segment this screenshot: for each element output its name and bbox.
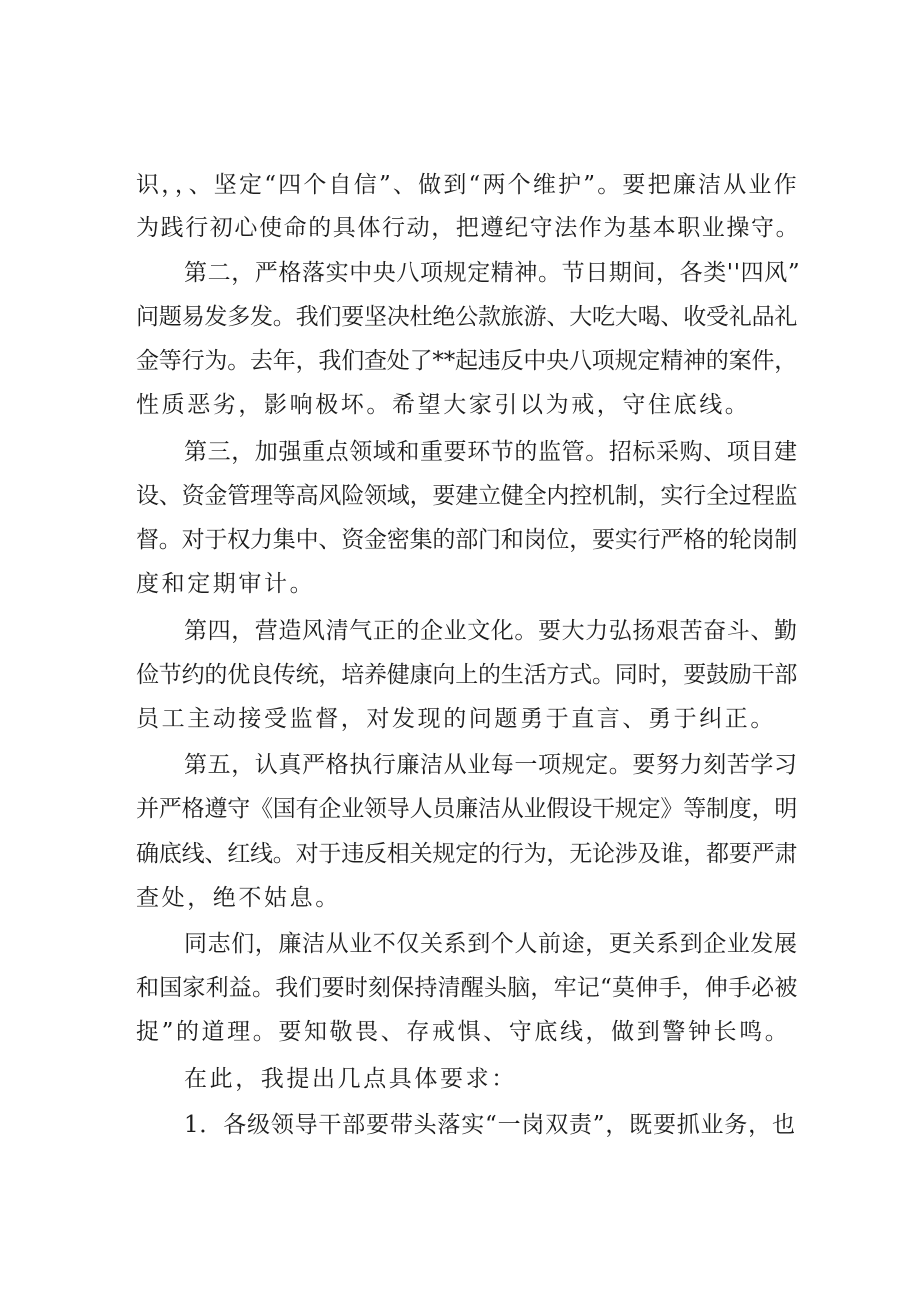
text-line: 员工主动接受监督，对发现的问题勇于直言、勇于纠正。	[136, 706, 776, 732]
text-line: 查处，绝不姑息。	[136, 885, 341, 911]
text-line: 确底线、红线。对于违反相关规定的行为，无论涉及谁，都要严肃	[136, 841, 798, 867]
text-line: 问题易发多发。我们要坚决杜绝公款旅游、大吃大喝、收受礼品礼	[136, 304, 798, 330]
text-line: 识，，、坚定“四个自信”、做到“两个维护”。要把廉洁从业作	[136, 172, 799, 198]
text-line: 第五，认真严格执行廉洁从业每一项规定。要努力刻苦学习	[184, 752, 798, 778]
text-line: 1．各级领导干部要带头落实“一岗双责”，既要抓业务，也	[184, 1112, 796, 1138]
text-line: 金等行为。去年，我们查处了**起违反中央八项规定精神的案件，	[136, 348, 798, 374]
text-line: 督。对于权力集中、资金密集的部门和岗位，要实行严格的轮岗制	[136, 527, 798, 553]
text-line: 俭节约的优良传统，培养健康向上的生活方式。同时，要鼓励干部	[136, 662, 798, 688]
text-line: 设、资金管理等高风险领域，要建立健全内控机制，实行全过程监	[136, 483, 798, 509]
text-line: 第四，营造风清气正的企业文化。要大力弘扬艰苦奋斗、勤	[184, 618, 798, 644]
text-line: 捉”的道理。要知敬畏、存戒惧、守底线，做到警钟长鸣。	[136, 1019, 791, 1045]
text-line: 性质恶劣，影响极坏。希望大家引以为戒，守住底线。	[136, 392, 751, 418]
text-line: 度和定期审计。	[136, 571, 316, 597]
text-line: 和国家利益。我们要时刻保持清醒头脑，牢记“莫伸手，伸手必被	[136, 975, 798, 1001]
text-line: 并严格遵守《国有企业领导人员廉洁从业假设干规定》等制度，明	[136, 796, 798, 822]
text-line: 为践行初心使命的具体行动，把遵纪守法作为基本职业操守。	[136, 215, 801, 241]
text-line: 同志们，廉洁从业不仅关系到个人前途，更关系到企业发展	[184, 931, 798, 957]
text-line: 第二，严格落实中央八项规定精神。节日期间，各类''四风”	[184, 260, 801, 286]
text-line: 在此，我提出几点具体要求：	[184, 1066, 517, 1092]
text-line: 第三，加强重点领域和重要环节的监管。招标采购、项目建	[184, 439, 798, 465]
